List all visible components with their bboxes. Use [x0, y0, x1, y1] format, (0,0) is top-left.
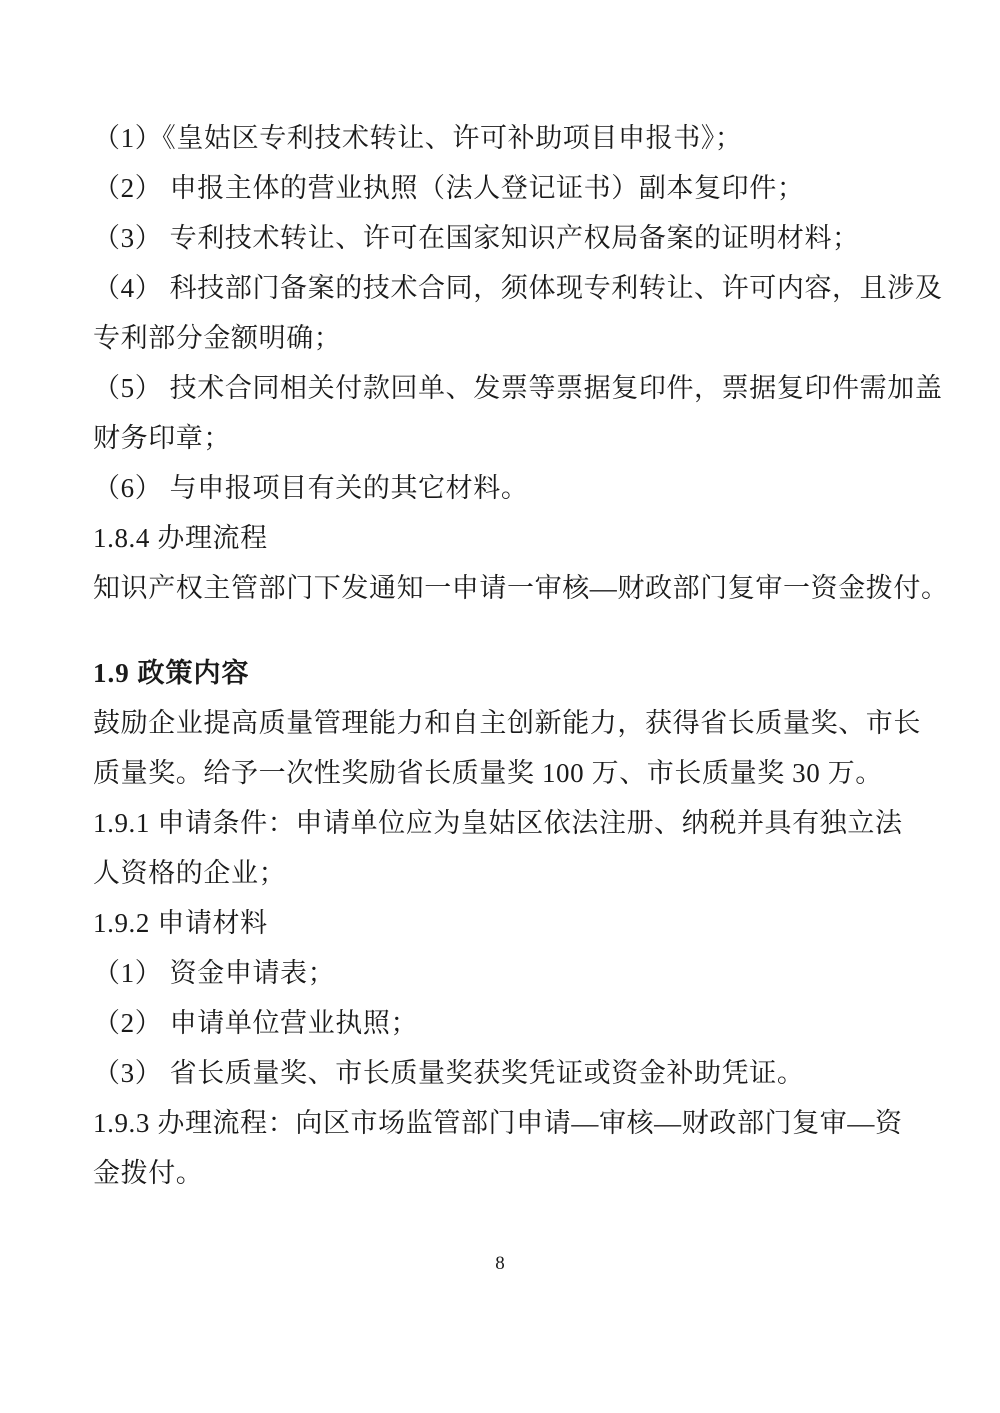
list-item: （2） 申报主体的营业执照（法人登记证书）副本复印件；	[93, 173, 805, 203]
subsection-title: 1.9.2 申请材料	[93, 908, 268, 938]
list-item: （4） 科技部门备案的技术合同，须体现专利转让、许可内容，且涉及	[93, 273, 943, 303]
paragraph-line: 人资格的企业；	[93, 858, 287, 888]
list-item: （3） 专利技术转让、许可在国家知识产权局备案的证明材料；	[93, 223, 860, 253]
paragraph-line: 知识产权主管部门下发通知一申请一审核—财政部门复审一资金拨付。	[93, 573, 949, 603]
list-item: （5） 技术合同相关付款回单、发票等票据复印件，票据复印件需加盖	[93, 373, 943, 403]
subsection-title: 1.8.4 办理流程	[93, 523, 268, 553]
list-item-continuation: 专利部分金额明确；	[93, 323, 342, 353]
paragraph-line: 1.9.1 申请条件：申请单位应为皇姑区依法注册、纳税并具有独立法	[93, 808, 903, 838]
list-item: （1） 资金申请表；	[93, 958, 336, 988]
paragraph-line: 金拨付。	[93, 1158, 204, 1188]
list-item: （2） 申请单位营业执照；	[93, 1008, 419, 1038]
paragraph-line: 1.9.3 办理流程：向区市场监管部门申请—审核—财政部门复审—资	[93, 1108, 903, 1138]
document-body	[93, 113, 949, 1198]
paragraph-line: 鼓励企业提高质量管理能力和自主创新能力，获得省长质量奖、市长	[93, 708, 921, 738]
section-heading: 1.9 政策内容	[93, 658, 250, 688]
list-item: （3） 省长质量奖、市长质量奖获奖凭证或资金补助凭证。	[93, 1058, 805, 1088]
list-item: （1）《皇姑区专利技术转让、许可补助项目申报书》；	[93, 123, 743, 153]
page-number: 8	[495, 1253, 505, 1274]
paragraph-line: 质量奖。给予一次性奖励省长质量奖 100 万、市长质量奖 30 万。	[93, 758, 883, 788]
list-item-continuation: 财务印章；	[93, 423, 231, 453]
list-item: （6） 与申报项目有关的其它材料。	[93, 473, 529, 503]
